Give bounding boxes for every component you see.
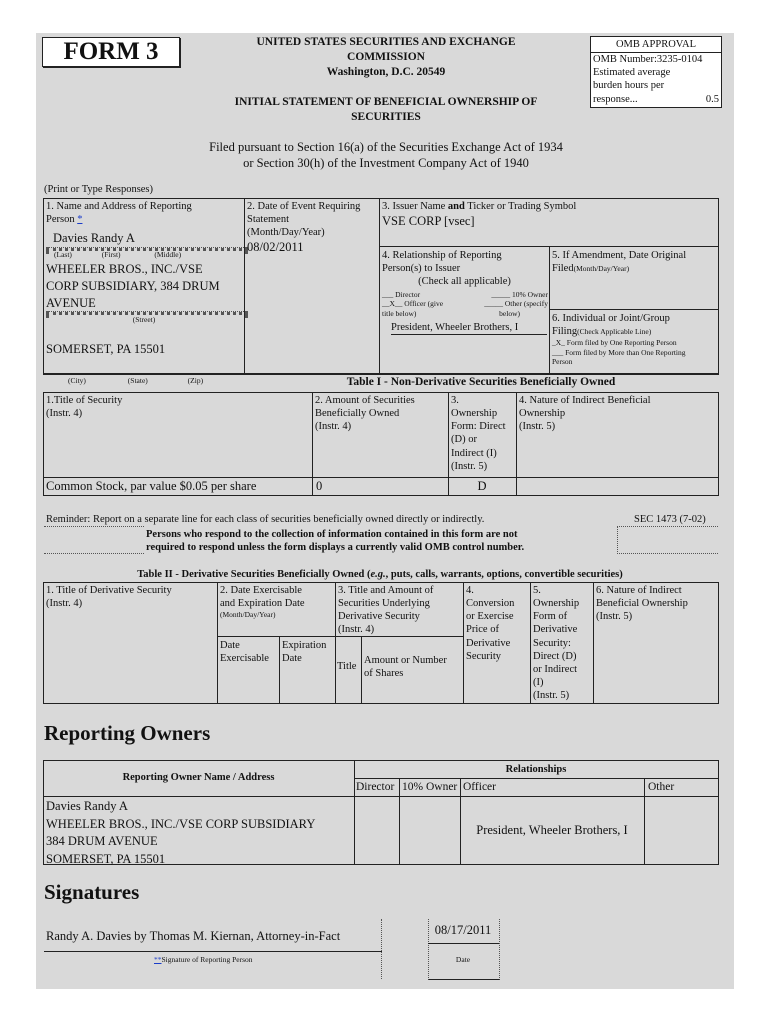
table2-col4 [466, 584, 530, 663]
reporting-owners-heading: Reporting Owners [44, 721, 211, 745]
table2-c3-amount-1: Amount or Number [364, 655, 447, 666]
reminder-right-box [617, 526, 718, 554]
table1-col1-instr: (Instr. 4) [46, 408, 83, 420]
statement-line-2: SECURITIES [351, 110, 421, 123]
table1-col-form [451, 394, 517, 473]
table2-col1 [46, 584, 216, 610]
table2-c5-g: or Indirect [533, 663, 578, 675]
table2-c5-c: Form of [533, 611, 568, 623]
table2-col3 [338, 584, 463, 637]
reporting-person-address [46, 261, 244, 312]
box4-label-1: 4. Relationship of Reporting [382, 250, 502, 261]
statement-title [186, 95, 586, 125]
table2-c2-a: 2. Date Exercisable [220, 585, 302, 596]
filing-option-person: Person [552, 357, 573, 366]
table2-c3-d: (Instr. 4) [338, 624, 375, 636]
issuer-name-value: VSE CORP [vsec] [382, 214, 475, 229]
box6-label-2: Filing [552, 326, 578, 338]
box-5-amendment [552, 249, 717, 275]
form-page [36, 33, 734, 989]
row-amount: 0 [316, 479, 323, 493]
table1-col3-c: Form: Direct [451, 421, 506, 433]
caption-last: (Last) [54, 250, 72, 259]
table2-c6-b: Beneficial Ownership [596, 598, 688, 610]
table1-col3-d: (D) or [451, 434, 477, 446]
title-below-caption: title below) [382, 308, 417, 318]
table1-col4-c: (Instr. 5) [519, 421, 556, 433]
table2-c4-a: 4. [466, 585, 474, 596]
box-2-event-date [247, 200, 379, 256]
table1-col2-instr: (Instr. 4) [315, 421, 352, 433]
caption-city: (City) [68, 376, 86, 385]
filing-option-one: _X_ Form filed by One Reporting Person [552, 338, 677, 348]
table2-c3-b: Securities Underlying [338, 598, 430, 610]
other-option: _____ Other (specify [484, 299, 548, 309]
relationships-header: Relationships [505, 764, 567, 775]
table1-col3-b: Ownership [451, 408, 498, 420]
date-caption: Date [455, 955, 471, 964]
table2-c5-a: 5. [533, 585, 541, 596]
table2-c5-f: Direct (D) [533, 650, 577, 662]
box2-label-2: Statement [247, 214, 289, 226]
print-note: (Print or Type Responses) [44, 184, 154, 195]
signature-date: 08/17/2011 [434, 923, 492, 937]
table-2-title [43, 568, 717, 581]
caption-state: (State) [127, 376, 148, 385]
table2-c2-c: (Month/Day/Year) [220, 610, 276, 620]
table2-c2-expiration: Expiration [282, 640, 327, 651]
table2-c5-i: (Instr. 5) [533, 690, 570, 701]
box5-label-2: Filed [552, 263, 574, 275]
owner-line-2: WHEELER BROS., INC./VSE CORP SUBSIDIARY [46, 816, 316, 831]
signature-caption [154, 955, 253, 964]
table1-col3-f: (Instr. 5) [451, 460, 488, 472]
address-line-3: AVENUE [46, 295, 96, 310]
box3-label-b: Ticker or Trading Symbol [464, 201, 577, 212]
agency-line-2: COMMISSION [347, 50, 425, 63]
caption-zip: (Zip) [187, 376, 204, 385]
ten-percent-owner-header: 10% Owner [402, 781, 458, 793]
omb-approval-box [590, 36, 722, 108]
asterisk-footnote-link[interactable]: * [77, 214, 83, 226]
table2-title-b: , puts, calls, warrants, options, convertible securities) [385, 569, 623, 580]
table2-c3-c: Derivative Security [338, 611, 420, 623]
other-header: Other [648, 781, 675, 793]
table2-c5-h: (I) [533, 676, 544, 688]
table1-col4-b: Ownership [519, 408, 566, 420]
box6-label-1: 6. Individual or Joint/Group [552, 313, 670, 324]
box4-label-2: Person(s) to Issuer [382, 263, 461, 275]
table2-col5 [533, 584, 593, 702]
persons-line-1: Persons who respond to the collection of information contained in this form are not [146, 529, 518, 540]
agency-line-3: Washington, D.C. 20549 [326, 65, 446, 78]
table1-col3-a: 3. [451, 395, 459, 406]
box-1-reporting-person [46, 200, 242, 226]
reminder-left-box [44, 526, 144, 554]
signature-footnote-link[interactable]: ** [154, 955, 162, 964]
table-row [46, 478, 716, 494]
below-caption: below) [499, 308, 520, 318]
signature-box [381, 919, 386, 979]
officer-option: __X__ Officer (give [382, 299, 444, 309]
owner-name-header: Reporting Owner Name / Address [122, 772, 275, 783]
form-title: FORM 3 [63, 38, 159, 65]
box6-label-3: (Check Applicable Line) [577, 327, 652, 337]
reporting-person-city: SOMERSET, PA 15501 [46, 342, 166, 356]
table1-col2-label-b: Beneficially Owned [315, 408, 400, 420]
omb-estimate-2: burden hours per [593, 80, 665, 92]
table2-title-a: Table II - Derivative Securities Beneficially Owned ( [137, 569, 371, 580]
sec-form-number: SEC 1473 (7-02) [634, 514, 706, 525]
name-captions [54, 250, 244, 259]
table2-c1-a: 1. Title of Derivative Security [46, 585, 172, 596]
table1-col2-label: 2. Amount of Securities [315, 395, 415, 406]
box-4-relationship [382, 249, 547, 288]
officer-title-value: President, Wheeler Brothers, I [391, 321, 547, 335]
owner-line-3: 384 DRUM AVENUE [46, 834, 158, 848]
director-option: ___ Director [382, 290, 421, 299]
table2-c3-a: 3. Title and Amount of [338, 585, 434, 596]
caption-first: (First) [101, 250, 121, 259]
table2-c2-date: Date [220, 640, 240, 651]
owner-line-4: SOMERSET, PA 15501 [46, 851, 166, 866]
table2-col2 [220, 584, 335, 620]
filed-line-2: or Section 30(h) of the Investment Company Act of 1940 [243, 156, 529, 171]
table2-c5-e: Security: [533, 637, 571, 649]
agency-line-1: UNITED STATES SECURITIES AND EXCHANGE [256, 36, 516, 48]
address-line-1: WHEELER BROS., INC./VSE [46, 262, 203, 276]
table2-c6-c: (Instr. 5) [596, 611, 633, 623]
table1-col3-e: Indirect (I) [451, 447, 497, 459]
address-line-2: CORP SUBSIDIARY, 384 DRUM [46, 278, 220, 293]
owner-officer-value: President, Wheeler Brothers, I [476, 823, 628, 837]
form-title-box [42, 37, 180, 67]
box-3-issuer [382, 200, 712, 229]
table2-c2-exercisable: Exercisable [220, 653, 269, 665]
omb-title: OMB APPROVAL [591, 37, 721, 53]
table2-col3-title: Title [337, 661, 357, 672]
omb-number: OMB Number:3235-0104 [593, 54, 703, 66]
table2-col6 [596, 584, 716, 623]
caption-street: (Street) [132, 315, 156, 324]
table2-c4-d: Price of [466, 624, 499, 636]
signature-label: Signature of Reporting Person [161, 955, 253, 964]
table1-col-amount [315, 394, 447, 433]
table2-c6-a: 6. Nature of Indirect [596, 585, 682, 596]
ten-percent-owner-option: _____ 10% Owner [491, 290, 548, 299]
table2-c4-b: Conversion [466, 598, 515, 610]
table-1-title: Table I - Non-Derivative Securities Beneficially Owned [346, 376, 616, 388]
caption-middle: (Middle) [154, 250, 182, 259]
table1-col1-label: 1.Title of Security [46, 395, 123, 406]
table2-c2-exp-date: Date [282, 653, 302, 665]
row-security: Common Stock, par value $0.05 per share [46, 479, 257, 493]
table2-col2-expiration [282, 639, 336, 665]
filed-line-1: Filed pursuant to Section 16(a) of the Securities Exchange Act of 1934 [209, 140, 563, 154]
table2-c4-f: Security [466, 650, 501, 662]
box3-label-and: and [447, 201, 465, 212]
omb-estimate-3: response... [593, 93, 638, 105]
owner-name-address [46, 798, 351, 868]
table2-col2-date-exercisable [220, 639, 278, 665]
box1-label-person: Person [46, 214, 75, 226]
table2-c5-b: Ownership [533, 598, 580, 610]
table2-c1-b: (Instr. 4) [46, 598, 83, 610]
box2-label-3: (Month/Day/Year) [247, 227, 325, 239]
relationship-checkboxes [382, 290, 548, 318]
director-header: Director [356, 781, 395, 793]
filing-option-more: ___ Form filed by More than One Reporting [552, 347, 686, 357]
table2-c4-e: Derivative [466, 637, 511, 649]
signatures-heading: Signatures [44, 880, 140, 904]
box4-label-3: (Check all applicable) [418, 276, 511, 288]
owner-line-1: Davies Randy A [46, 799, 128, 813]
officer-header: Officer [463, 781, 496, 793]
table2-c4-c: or Exercise [466, 611, 514, 623]
persons-line-2: required to respond unless the form displays a currently valid OMB control number. [146, 542, 525, 554]
signer-name: Randy A. Davies by Thomas M. Kiernan, Attorney-in-Fact [46, 929, 341, 943]
statement-line-1: INITIAL STATEMENT OF BENEFICIAL OWNERSHIP OF [234, 96, 538, 108]
row-form: D [477, 479, 487, 493]
table2-c2-b: and Expiration Date [220, 598, 305, 610]
box1-label: 1. Name and Address of Reporting [46, 201, 192, 212]
table1-col4-a: 4. Nature of Indirect Beneficial [519, 395, 651, 406]
box3-label-a: 3. Issuer Name [382, 201, 448, 212]
box5-label-1: 5. If Amendment, Date Original [552, 250, 687, 261]
city-state-zip-captions [68, 376, 258, 385]
table1-col-title [46, 394, 308, 420]
persons-respond-notice [146, 528, 616, 554]
table2-c3-amount-2: of Shares [364, 668, 404, 680]
table2-c5-d: Derivative [533, 624, 578, 636]
omb-estimate-1: Estimated average [593, 67, 671, 79]
reminder-text: Reminder: Report on a separate line for each class of securities beneficially owned directly or indirectly. [46, 514, 485, 525]
event-date-value: 08/02/2011 [247, 240, 304, 255]
box2-label-1: 2. Date of Event Requiring [247, 201, 361, 212]
box-6-filing [552, 312, 718, 366]
omb-estimate-value: 0.5 [705, 93, 719, 105]
agency-header [201, 35, 571, 80]
box5-label-3: (Month/Day/Year) [573, 264, 630, 274]
table1-col-nature [519, 394, 715, 433]
filed-pursuant [136, 139, 636, 172]
table2-title-eg: e.g. [370, 569, 386, 580]
reporting-person-name: Davies Randy A [53, 231, 135, 245]
table2-col3-amount [364, 654, 464, 680]
